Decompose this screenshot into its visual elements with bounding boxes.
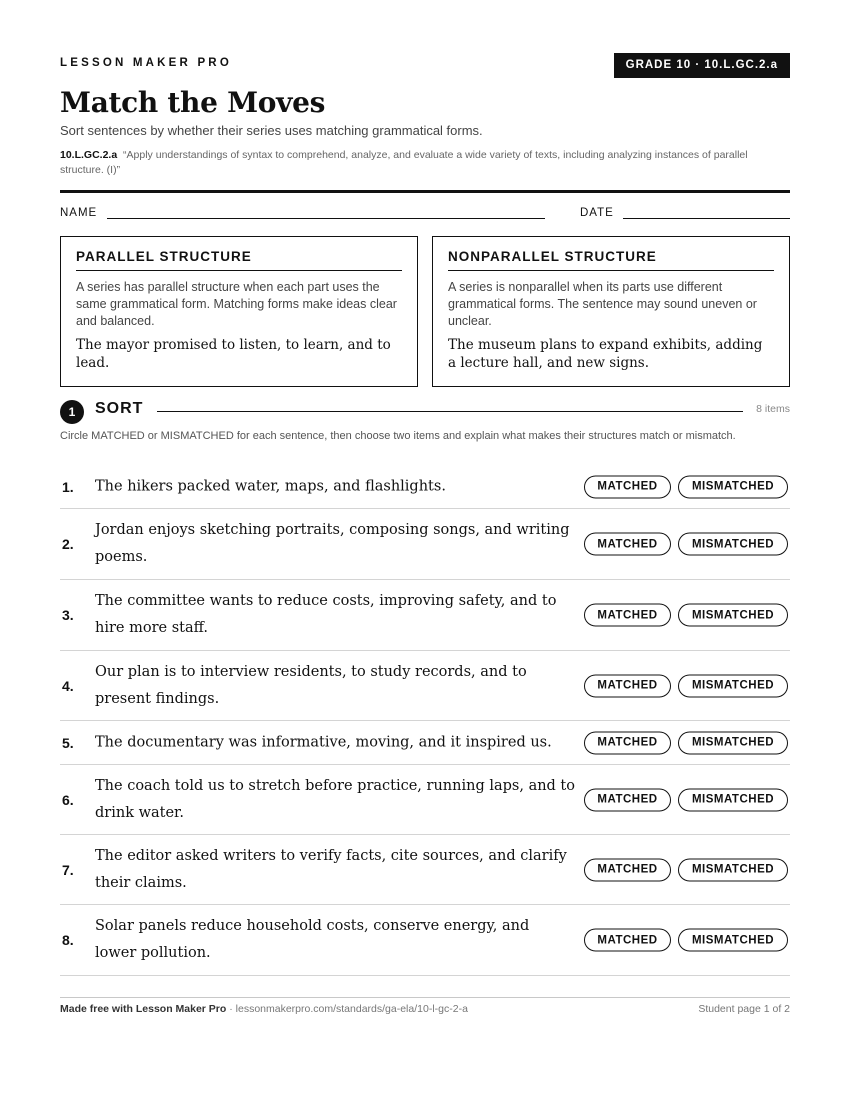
card-title: PARALLEL STRUCTURE [76,249,402,271]
list-item [60,465,790,509]
list-item [60,580,790,651]
mismatched-button[interactable]: MISMATCHED [678,858,788,881]
item-number: 6. [62,791,74,808]
item-sentence: The committee wants to reduce costs, improving safety, and to hire more staff. [95,593,557,636]
mismatched-button[interactable]: MISMATCHED [678,475,788,498]
brand-name: LESSON MAKER PRO [60,57,232,69]
header [60,53,790,79]
standard-description [60,148,790,178]
list-item [60,835,790,905]
grade-badge: GRADE 10 · 10.L.GC.2.a [614,53,790,78]
mismatched-button[interactable]: MISMATCHED [678,604,788,627]
item-sentence: The documentary was informative, moving, and it inspired us. [95,734,552,750]
matched-button[interactable]: MATCHED [584,533,671,556]
item-sentence: Our plan is to interview residents, to study records, and to present findings. [95,663,527,707]
item-number: 1. [62,478,74,495]
item-sentence: The coach told us to stretch before practice, running laps, and to drink water. [95,777,575,821]
footer-url[interactable]: · lessonmakerpro.com/standards/ga-ela/10-l-gc-2-a [226,1003,468,1015]
matched-button[interactable]: MATCHED [584,604,671,627]
item-sentence: The editor asked writers to verify facts, cite sources, and clarify their claims. [95,847,567,891]
item-number: 8. [62,932,74,948]
footer-divider [60,997,790,998]
section-rule [157,411,743,412]
name-field[interactable] [107,218,545,219]
card-description: A series has parallel structure when each part uses the same grammatical form. Matching forms make ideas clear and balanced. [76,280,397,328]
item-number: 7. [62,861,74,878]
list-item [60,905,790,976]
section-number-badge: 1 [60,400,84,424]
item-number: 2. [62,536,74,552]
page-subtitle: Sort sentences by whether their series uses matching grammatical forms. [60,123,483,138]
card-title: NONPARALLEL STRUCTURE [448,249,774,271]
section-instructions: Circle MATCHED or MISMATCHED for each sentence, then choose two items and explain what makes their structures match or mismatch. [60,430,736,442]
header-divider [60,190,790,193]
nonparallel-structure-card [432,236,790,387]
matched-button[interactable]: MATCHED [584,929,671,952]
item-sentence: The hikers packed water, maps, and flashlights. [95,478,446,494]
date-field[interactable] [623,218,790,219]
mismatched-button[interactable]: MISMATCHED [678,674,788,697]
made-with-text: Made free with Lesson Maker Pro [60,1003,227,1015]
card-example: The mayor promised to listen, to learn, and to lead. [76,337,391,371]
matched-button[interactable]: MATCHED [584,475,671,498]
mismatched-button[interactable]: MISMATCHED [678,731,788,754]
footer-credit [60,1003,468,1015]
list-item [60,651,790,721]
card-description: A series is nonparallel when its parts use different grammatical forms. The sentence may sound uneven or unclear. [448,280,757,328]
standard-code: 10.L.GC.2.a [60,149,118,161]
page-title: Match the Moves [60,86,326,119]
matched-button[interactable]: MATCHED [584,788,671,811]
page-indicator: Student page 1 of 2 [698,1003,790,1015]
sentence-list [60,465,790,976]
mismatched-button[interactable]: MISMATCHED [678,788,788,811]
matched-button[interactable]: MATCHED [584,858,671,881]
date-label: DATE [580,207,614,219]
item-number: 4. [62,677,74,694]
list-item [60,509,790,580]
standard-text: “Apply understandings of syntax to comprehend, analyze, and evaluate a wide variety of texts, including analyzing instances of parallel structure. (I)” [60,149,748,176]
item-number: 3. [62,607,74,623]
name-label: NAME [60,207,98,219]
item-number: 5. [62,734,74,751]
list-item [60,721,790,765]
item-sentence: Solar panels reduce household costs, conserve energy, and lower pollution. [95,918,530,961]
mismatched-button[interactable]: MISMATCHED [678,533,788,556]
parallel-structure-card [60,236,418,387]
worksheet-page [60,0,790,1100]
mismatched-button[interactable]: MISMATCHED [678,929,788,952]
matched-button[interactable]: MATCHED [584,674,671,697]
item-count: 8 items [756,403,790,415]
list-item [60,765,790,835]
section-title: SORT [95,400,144,417]
item-sentence: Jordan enjoys sketching portraits, composing songs, and writing poems. [95,522,570,565]
matched-button[interactable]: MATCHED [584,731,671,754]
section-header [60,399,790,423]
card-example: The museum plans to expand exhibits, adding a lecture hall, and new signs. [448,337,763,371]
